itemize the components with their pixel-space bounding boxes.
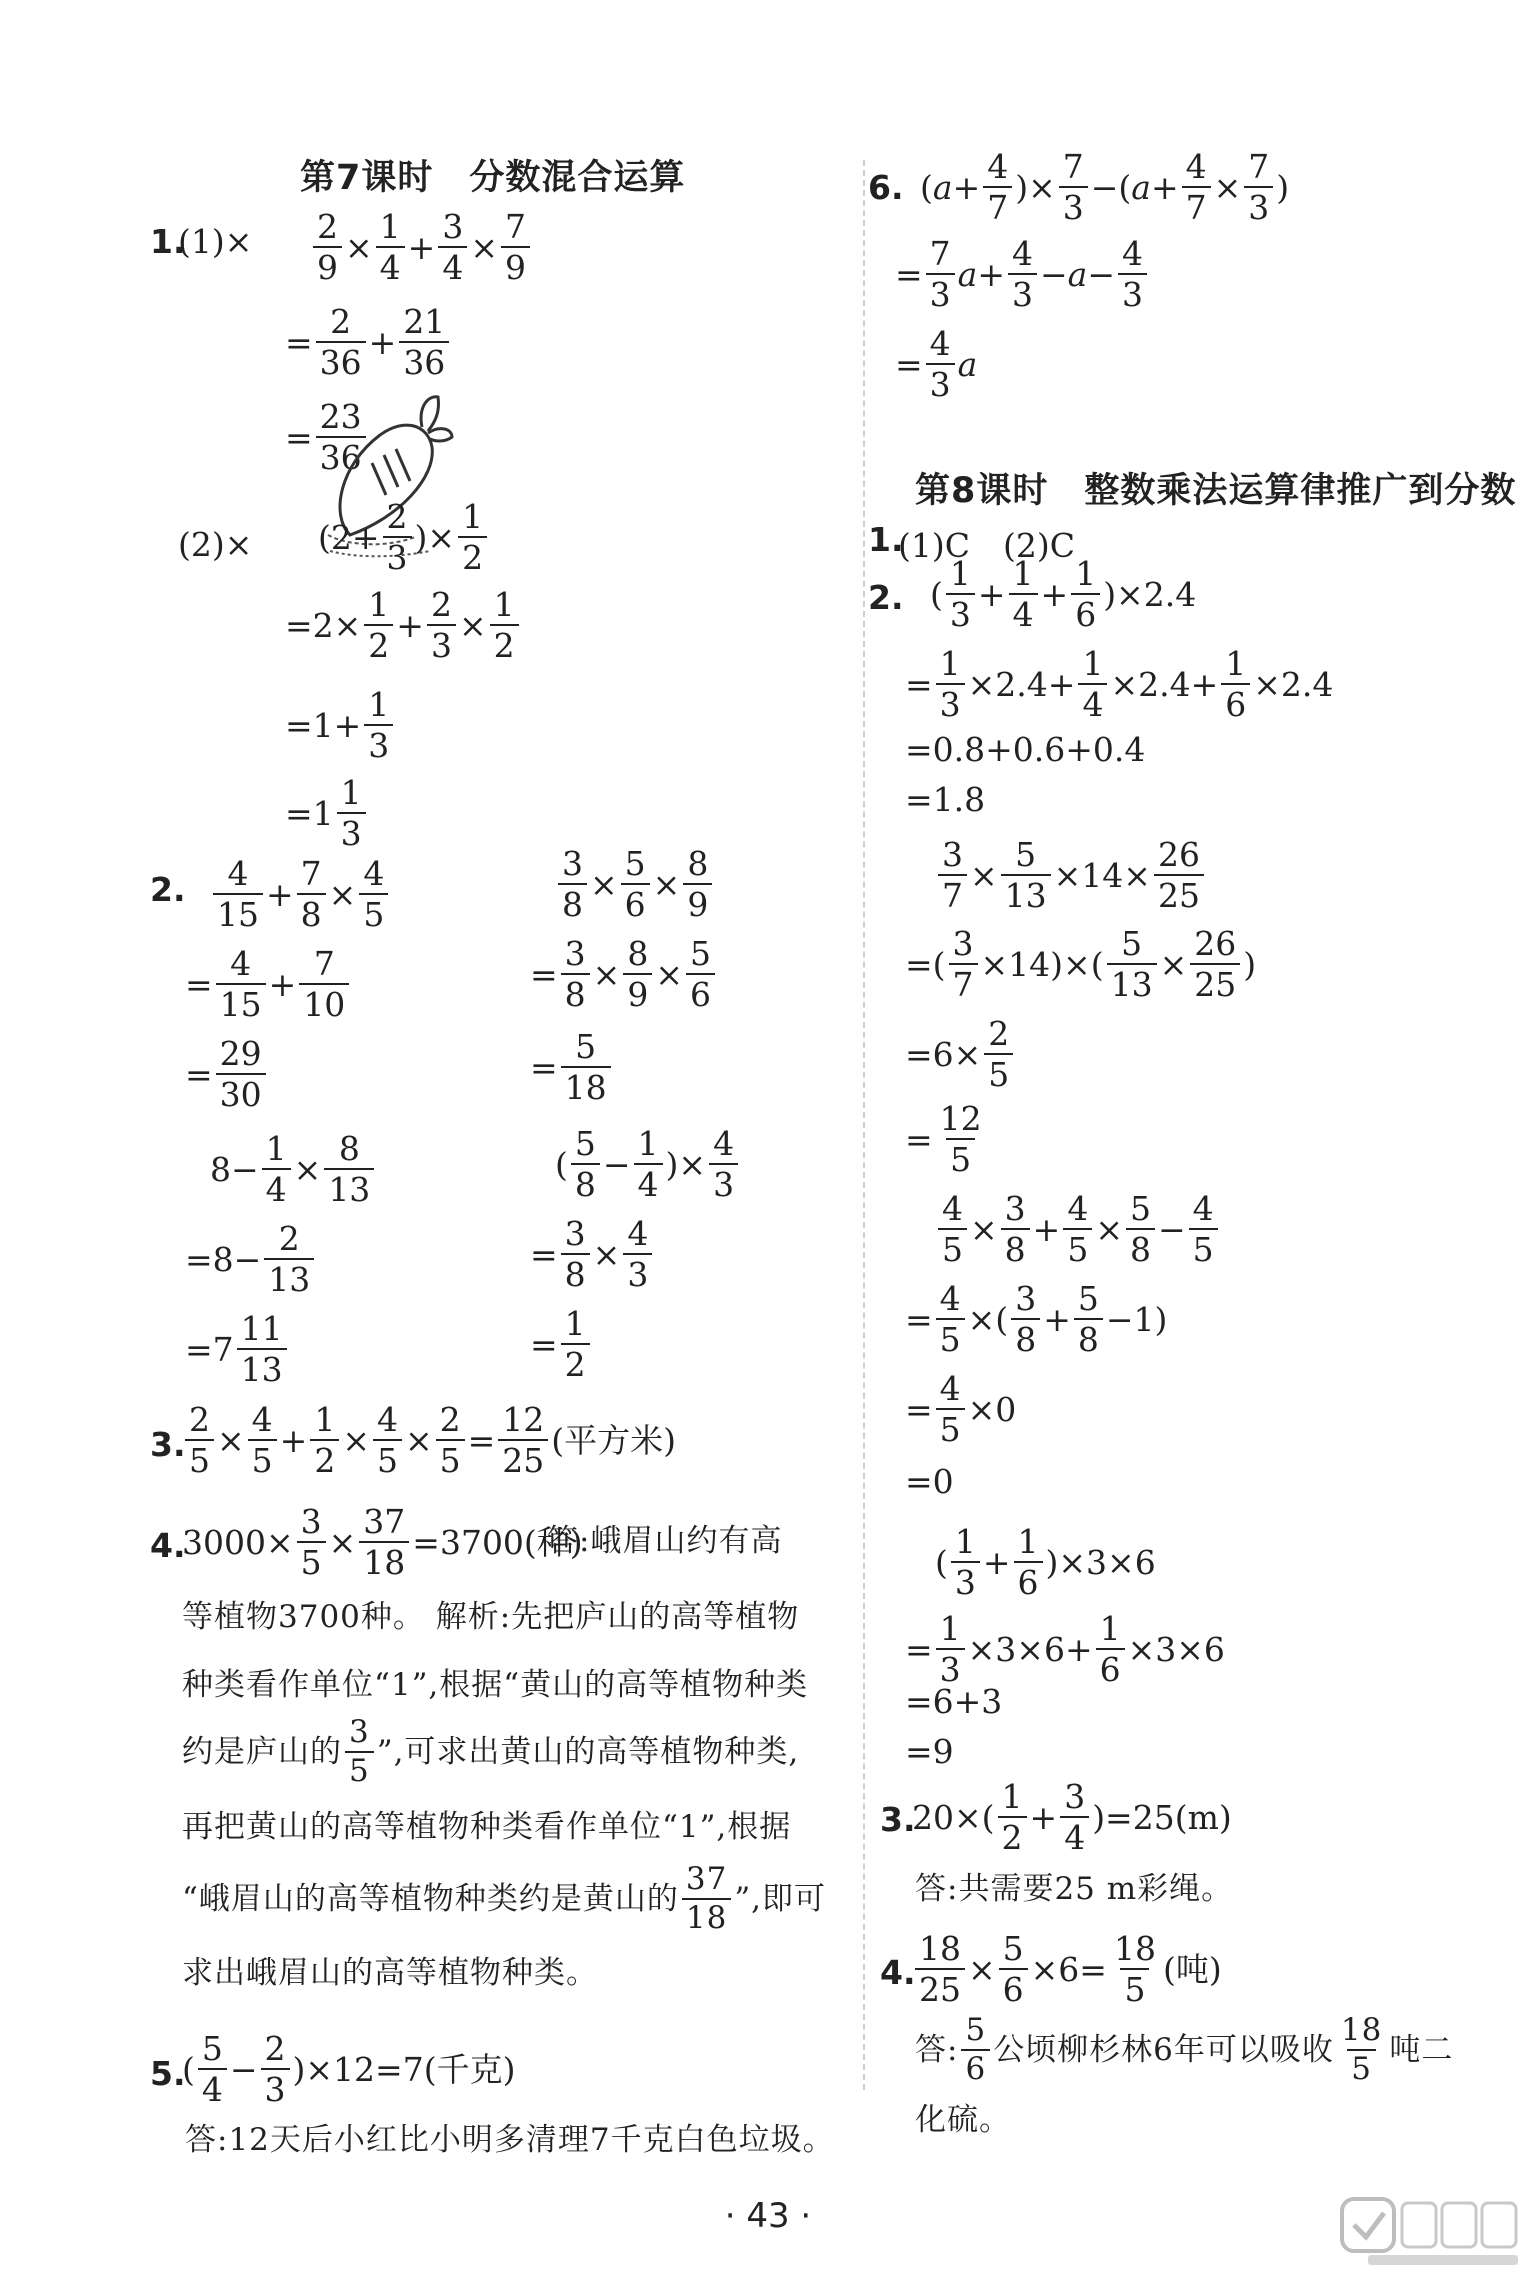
- lesson7-q4-text-3b: ”,可求出黄山的高等植物种类,: [376, 1733, 800, 1770]
- lesson8-q2d-line3: =6+3: [905, 1682, 1003, 1721]
- lesson8-q4-answer-b: 公顷柳杉林6年可以吸收: [993, 2031, 1334, 2068]
- lesson7-q6-label: 6.: [868, 168, 904, 207]
- lesson7-q4-text-5: “峨眉山的高等植物种类约是黄山的 $\frac{37}{18}$ ”,即可: [182, 1861, 827, 1936]
- lesson8-q2b-line4: = $\frac{12}{5}$: [905, 1099, 982, 1179]
- lesson7-q6-line2: = $\frac{7}{3}$ a + $\frac{4}{3}$ − a − $\frac{4}{3}$: [895, 237, 1150, 311]
- lesson8-q2-label: 2.: [868, 578, 904, 617]
- lesson8-q2b-line2: =( $\frac{3}{7}$ ×14)×( $\frac{5}{13}$ × $\frac{26}{25}$ ): [905, 924, 1257, 1004]
- lesson7-q1-1-line3: = $\frac{23}{36}$: [285, 400, 369, 474]
- lesson7-q2d-line2: = $\frac{3}{8}$ × $\frac{4}{3}$: [530, 1217, 655, 1291]
- lesson7-q4-answer: 答:峨眉山约有高: [547, 1523, 783, 1559]
- lesson7-title: 第7课时 分数混合运算: [300, 158, 686, 198]
- lesson8-q2a-line1: ( $\frac{1}{3}$ + $\frac{1}{4}$ + $\frac{1}{6}$ )×2.4: [930, 554, 1197, 634]
- lesson8-q2d-line1: ( $\frac{1}{3}$ + $\frac{1}{6}$ )×3×6: [935, 1522, 1156, 1602]
- lesson7-q3-label: 3.: [150, 1425, 186, 1464]
- lesson7-q4-text-5a: “峨眉山的高等植物种类约是黄山的: [182, 1880, 679, 1917]
- lesson8-q4-answer-c: 吨二: [1389, 2031, 1454, 2068]
- lesson8-q2a-line4: =1.8: [905, 780, 986, 819]
- lesson7-q6-line3: = $\frac{4}{3}$ a: [895, 324, 978, 404]
- lesson7-q1-1-line2: = $\frac{2}{36}$ + $\frac{21}{36}$: [285, 305, 452, 379]
- lesson8-q2c-line1: $\frac{4}{5}$ × $\frac{3}{8}$ + $\frac{4}{5}$ × $\frac{5}{8}$ − $\frac{4}{5}$: [935, 1192, 1221, 1266]
- lesson8-q4-answer-cont: 化硫。: [915, 2102, 1011, 2138]
- lesson7-q1-1-line1: $\frac{2}{9}$ × $\frac{1}{4}$ + $\frac{3}{4}$ × $\frac{7}{9}$: [310, 210, 533, 284]
- lesson8-q3-label: 3.: [880, 1800, 916, 1839]
- lesson7-q5-answer: 答:12天后小红比小明多清理7千克白色垃圾。: [185, 2122, 835, 2158]
- lesson7-q2c-line3: =7 $\frac{11}{13}$: [185, 1312, 290, 1386]
- answer-site-watermark: [1338, 2195, 1528, 2270]
- lesson7-q2-label: 2.: [150, 870, 186, 909]
- lesson8-q4-label: 4.: [880, 1953, 916, 1992]
- lesson7-q4-text-6: 求出峨眉山的高等植物种类。: [182, 1955, 598, 1991]
- lesson8-q2c-line3: = $\frac{4}{5}$ ×0: [905, 1369, 1017, 1449]
- lesson8-q2d-line2: = $\frac{1}{3}$ ×3×6+ $\frac{1}{6}$ ×3×6: [905, 1609, 1225, 1689]
- lesson7-q4-text-2: 种类看作单位“1”,根据“黄山的高等植物种类: [182, 1667, 809, 1703]
- lesson8-q3-equation: 20×( $\frac{1}{2}$ + $\frac{3}{4}$ )=25 (m): [912, 1777, 1232, 1857]
- lesson8-q2b-line1: $\frac{3}{7}$ × $\frac{5}{13}$ ×14× $\frac{26}{25}$: [935, 838, 1207, 912]
- lesson8-q2c-line4: =0: [905, 1462, 954, 1501]
- lesson7-q5-label: 5.: [150, 2054, 186, 2093]
- column-divider: [863, 160, 865, 2090]
- lesson7-q4-text-3: 约是庐山的 $\frac{3}{5}$ ”,可求出黄山的高等植物种类,: [182, 1714, 800, 1789]
- lesson7-q1-2-line3: =1+ $\frac{1}{3}$: [285, 688, 396, 762]
- lesson8-q1-answer: (1)C (2)C: [898, 526, 1075, 565]
- lesson7-q1-part2-label: (2)×: [178, 525, 253, 564]
- lesson7-q4-text-4: 再把黄山的高等植物种类看作单位“1”,根据: [182, 1809, 792, 1845]
- lesson8-q3-unit: (m): [1174, 1797, 1232, 1837]
- lesson8-q4-unit: (吨): [1162, 1949, 1222, 1989]
- lesson7-q1-2-line1: (2+ $\frac{2}{3}$ )× $\frac{1}{2}$: [318, 500, 490, 574]
- lesson7-q1-2-line2: =2× $\frac{1}{2}$ + $\frac{2}{3}$ × $\frac{1}{2}$: [285, 588, 522, 662]
- lesson7-q5-unit: (千克): [423, 2049, 516, 2089]
- lesson7-q2a-line3: = $\frac{29}{30}$: [185, 1037, 269, 1111]
- lesson8-q4-equation: $\frac{18}{25}$ × $\frac{5}{6}$ ×6= $\frac{18}{5}$ (吨): [912, 1932, 1222, 2006]
- lesson7-q1-part1-label: (1)×: [178, 222, 253, 261]
- lesson7-q3-unit: (平方米): [551, 1420, 677, 1460]
- lesson7-q2a-line2: = $\frac{4}{15}$ + $\frac{7}{10}$: [185, 947, 352, 1021]
- lesson7-q4-text-3a: 约是庐山的: [182, 1733, 342, 1770]
- lesson7-q2b-line2: = $\frac{3}{8}$ × $\frac{8}{9}$ × $\frac{5}{6}$: [530, 937, 718, 1011]
- lesson7-q4-text-5b: ”,即可: [734, 1880, 827, 1917]
- lesson7-q1-label: 1.: [150, 222, 186, 261]
- lesson7-q3-equation: $\frac{2}{5}$ × $\frac{4}{5}$ + $\frac{1}{2}$ × $\frac{4}{5}$ × $\frac{2}{5}$ = $\frac{12}{25}$ (平方米): [182, 1403, 676, 1477]
- lesson8-q3-answer: 答:共需要25 m彩绳。: [915, 1871, 1234, 1907]
- lesson8-q2a-line3: =0.8+0.6+0.4: [905, 730, 1146, 769]
- lesson7-q4-text-1: 等植物3700种。 解析:先把庐山的高等植物: [182, 1599, 800, 1635]
- lesson8-q4-answer: 答: $\frac{5}{6}$ 公顷柳杉林6年可以吸收 $\frac{18}{5}$ 吨二: [915, 2012, 1454, 2087]
- lesson7-q2b-line3: = $\frac{5}{18}$: [530, 1030, 614, 1104]
- lesson7-q1-2-line4: =1 $\frac{1}{3}$: [285, 776, 369, 850]
- lesson8-title: 第8课时 整数乘法运算律推广到分数: [915, 471, 1517, 511]
- lesson8-q4-answer-a: 答:: [915, 2031, 959, 2068]
- lesson8-q2b-line3: =6× $\frac{2}{5}$: [905, 1017, 1016, 1091]
- lesson7-q2c-line2: =8− $\frac{2}{13}$: [185, 1222, 317, 1296]
- lesson8-q1-label: 1.: [868, 520, 904, 559]
- lesson7-q4-equation: 3000× $\frac{3}{5}$ × $\frac{37}{18}$ =3700(种): [182, 1502, 583, 1582]
- lesson8-q2a-line2: = $\frac{1}{3}$ ×2.4+ $\frac{1}{4}$ ×2.4+ $\frac{1}{6}$ ×2.4: [905, 644, 1334, 724]
- lesson7-q5-equation: ( $\frac{5}{4}$ − $\frac{2}{3}$ )×12=7 (千克): [182, 2029, 516, 2109]
- lesson7-q4-label: 4.: [150, 1526, 186, 1565]
- lesson7-q2d-line1: ( $\frac{5}{8}$ − $\frac{1}{4}$ )× $\frac{4}{3}$: [555, 1127, 741, 1201]
- lesson8-q2d-line4: =9: [905, 1732, 954, 1771]
- page-number: · 43 ·: [724, 2196, 812, 2236]
- lesson7-q2a-line1: $\frac{4}{15}$ + $\frac{7}{8}$ × $\frac{4}{5}$: [210, 857, 391, 931]
- lesson7-q6-line1: ( a + $\frac{4}{7}$ )× $\frac{7}{3}$ −( a + $\frac{4}{7}$ × $\frac{7}{3}$ ): [920, 147, 1290, 227]
- lesson7-q2b-line1: $\frac{3}{8}$ × $\frac{5}{6}$ × $\frac{8}{9}$: [555, 847, 715, 921]
- lesson8-q2c-line2: = $\frac{4}{5}$ ×( $\frac{3}{8}$ + $\frac{5}{8}$ −1): [905, 1279, 1168, 1359]
- lesson7-q2c-line1: 8− $\frac{1}{4}$ × $\frac{8}{13}$: [210, 1132, 377, 1206]
- lesson7-q2d-line3: = $\frac{1}{2}$: [530, 1307, 593, 1381]
